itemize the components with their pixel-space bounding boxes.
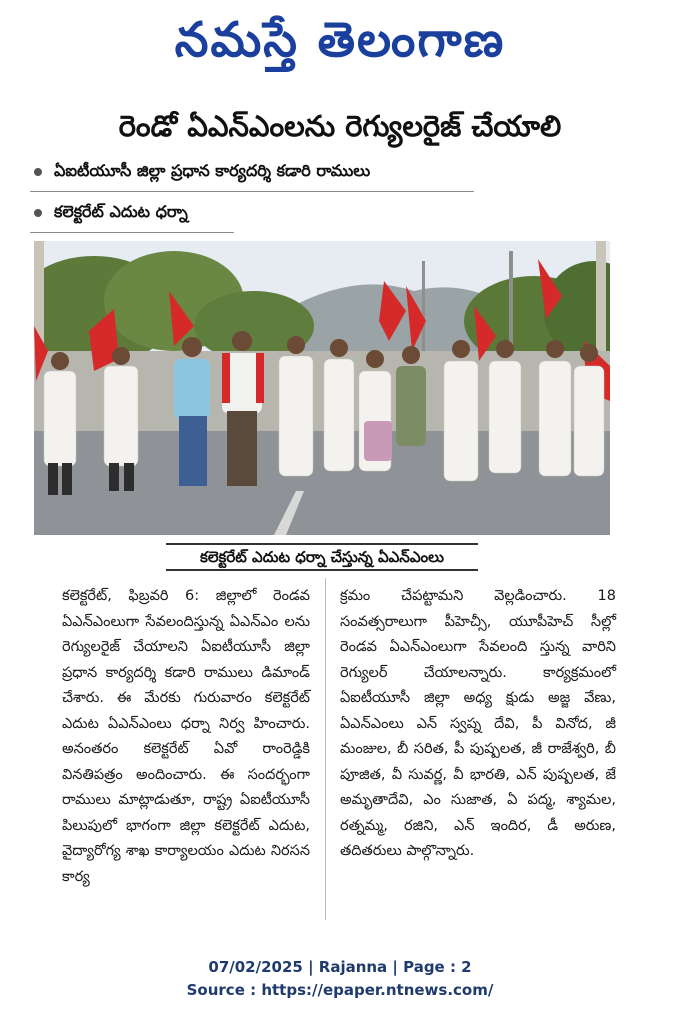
subhead-rule [30, 232, 234, 233]
source-link[interactable]: Source : https://epaper.ntnews.com/ [186, 981, 494, 999]
subhead-text: కలెక్టరేట్ ఎదుట ధర్నా [54, 201, 188, 221]
column-divider [325, 578, 326, 920]
subhead-bullet-2 [34, 198, 264, 228]
subhead-bullet-1 [34, 157, 474, 187]
protest-photo-illustration [34, 241, 610, 535]
masthead-title: నమస్తే తెలంగాణ [174, 12, 506, 68]
subhead-rule [30, 191, 474, 192]
bullet-dot-icon [34, 168, 42, 176]
photo-caption: కలెక్టరేట్ ఎదుట ధర్నా చేస్తున్న ఏఎన్ఎంలు [166, 543, 478, 571]
edition-info: 07/02/2025 | Rajanna | Page : 2 [208, 958, 472, 976]
article-headline: రెండో ఏఎన్ఎంలను రెగ్యులరైజ్ చేయాలి [118, 109, 562, 143]
article-body-left-column: కలెక్టరేట్, ఫిబ్రవరి 6: జిల్లాలో రెండవ ఏఎన్ఎంలుగా సేవలందిస్తున్న ఏఎన్ఎం లను రెగ్యులరైజ్ చేయాలని ఏఐటీయూసీ జిల్లా ప్రధాన కార్యదర్శి కడారి రాములు డిమాండ్ చేశారు. ఈ మేరకు గురువారం కలెక్టరేట్ ఎదుట ఏఎన్ఎంలు ధర్నా నిర్వ హించారు. అనంతరం కలెక్టరేట్ ఏవో రాంరెడ్డికి వినతిపత్రం అందించారు. ఈ సందర్భంగా రాములు మాట్లాడుతూ, రాష్ట్ర ఏఐటీయూసీ పిలుపులో భాగంగా జిల్లా కలెక్టరేట్ ఎదుట, వైద్యారోగ్య శాఖ కార్యాలయం ఎదుట నిరసన కార్య [62, 588, 310, 885]
bullet-dot-icon [34, 209, 42, 217]
article-body-right-column: క్రమం చేపట్టామని వెల్లడించారు. 18 సంవత్సరాలుగా పీహెచ్సీ, యూపీహెచ్ సీల్లో రెండవ ఏఎన్ఎంలుగా సేవలంది స్తున్న వారిని రెగ్యులర్ చేయాలన్నారు. కార్యక్రమంలో ఏఐటీయూసీ జిల్లా అధ్య క్షుడు అజ్జ వేణు, ఏఎన్ఎంలు ఎన్ స్వప్న దేవి, పీ వినోద, జీ మంజుల, బీ సరిత, పీ పుష్పలత, జీ రాజేశ్వరి, బీ పూజిత, వీ సువర్ణ, వీ భారతి, ఎన్ పుష్పలత, జే అమృతాదేవి, ఎం సుజాత, ఏ పద్మ, శ్యామల, రత్నమ్మ, రజిని, ఎన్ ఇందిర, డీ అరుణ, తదితరులు పాల్గొన్నారు. [340, 588, 616, 859]
protest-photo [34, 241, 610, 535]
subhead-text: ఏఐటీయూసీ జిల్లా ప్రధాన కార్యదర్శి కడారి రాములు [54, 160, 371, 180]
